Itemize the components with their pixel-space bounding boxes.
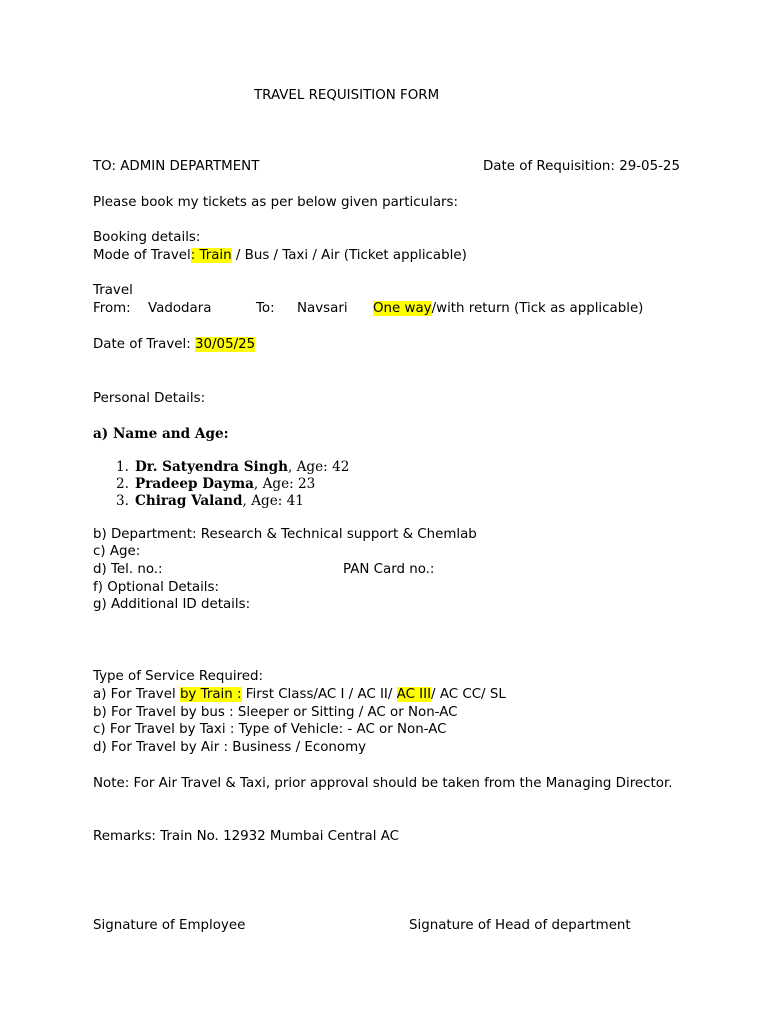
- person-list-item: [105, 492, 304, 510]
- from-value: Vadodara: [148, 301, 212, 316]
- remarks-line: Remarks: Train No. 12932 Mumbai Central AC: [93, 829, 399, 844]
- service-bus: b) For Travel by bus : Sleeper or Sitting / AC or Non-AC: [93, 705, 458, 720]
- date-of-travel-label: Date of Travel:: [93, 337, 195, 352]
- signature-head-of-department: Signature of Head of department: [409, 918, 631, 933]
- additional-id-line: g) Additional ID details:: [93, 597, 251, 612]
- pan-line: PAN Card no.:: [343, 562, 435, 577]
- date-of-travel-value: 30/05/25: [195, 337, 256, 352]
- optional-details-line: f) Optional Details:: [93, 580, 220, 595]
- travel-heading: Travel: [93, 283, 133, 298]
- trip-options: /with return (Tick as applicable): [431, 301, 644, 316]
- recipient-line: TO: ADMIN DEPARTMENT: [93, 159, 260, 174]
- person-name: Pradeep Dayma: [135, 476, 254, 492]
- train-class-selected-highlight: AC III: [396, 687, 432, 702]
- person-age: , Age: 42: [287, 459, 350, 475]
- age-line: c) Age:: [93, 544, 141, 559]
- person-list-item: [105, 475, 315, 493]
- department-line: b) Department: Research & Technical support & Chemlab: [93, 527, 477, 542]
- person-name: Dr. Satyendra Singh: [135, 459, 288, 475]
- list-number: 3.: [116, 493, 129, 509]
- list-number: 1.: [116, 459, 129, 475]
- person-name: Chirag Valand: [135, 493, 243, 509]
- date-of-travel: [93, 336, 255, 354]
- form-title: TRAVEL REQUISITION FORM: [254, 88, 440, 103]
- mode-of-travel: [93, 247, 467, 265]
- service-heading: Type of Service Required:: [93, 669, 264, 684]
- service-air: d) For Travel by Air : Business / Economy: [93, 740, 367, 755]
- list-number: 2.: [116, 476, 129, 492]
- train-classes: First Class/AC I / AC II/: [241, 687, 397, 702]
- requisition-date: Date of Requisition: 29-05-25: [483, 159, 680, 174]
- service-train: [93, 686, 506, 704]
- to-value: Navsari: [297, 301, 348, 316]
- mode-prefix: Mode of Travel: [93, 248, 191, 263]
- name-age-heading: a) Name and Age:: [93, 426, 229, 442]
- train-highlight: by Train :: [179, 687, 242, 702]
- mode-options: / Bus / Taxi / Air (Ticket applicable): [231, 248, 467, 263]
- train-prefix: a) For Travel: [93, 687, 180, 702]
- personal-details-heading: Personal Details:: [93, 391, 206, 406]
- intro-text: Please book my tickets as per below given particulars:: [93, 195, 459, 210]
- trip-selected-highlight: One way: [373, 301, 432, 316]
- trip-type: [373, 300, 643, 318]
- mode-selected-highlight: : Train: [190, 248, 232, 263]
- person-list-item: [105, 458, 349, 476]
- tel-line: d) Tel. no.:: [93, 562, 163, 577]
- person-age: , Age: 23: [253, 476, 316, 492]
- service-taxi: c) For Travel by Taxi : Type of Vehicle: - AC or Non-AC: [93, 722, 447, 737]
- booking-heading: Booking details:: [93, 230, 201, 245]
- train-classes-rest: / AC CC/ SL: [431, 687, 506, 702]
- from-label: From:: [93, 301, 131, 316]
- signature-employee: Signature of Employee: [93, 918, 246, 933]
- person-age: , Age: 41: [242, 493, 304, 509]
- approval-note: Note: For Air Travel & Taxi, prior approval should be taken from the Managing Director.: [93, 776, 673, 791]
- to-label: To:: [256, 301, 275, 316]
